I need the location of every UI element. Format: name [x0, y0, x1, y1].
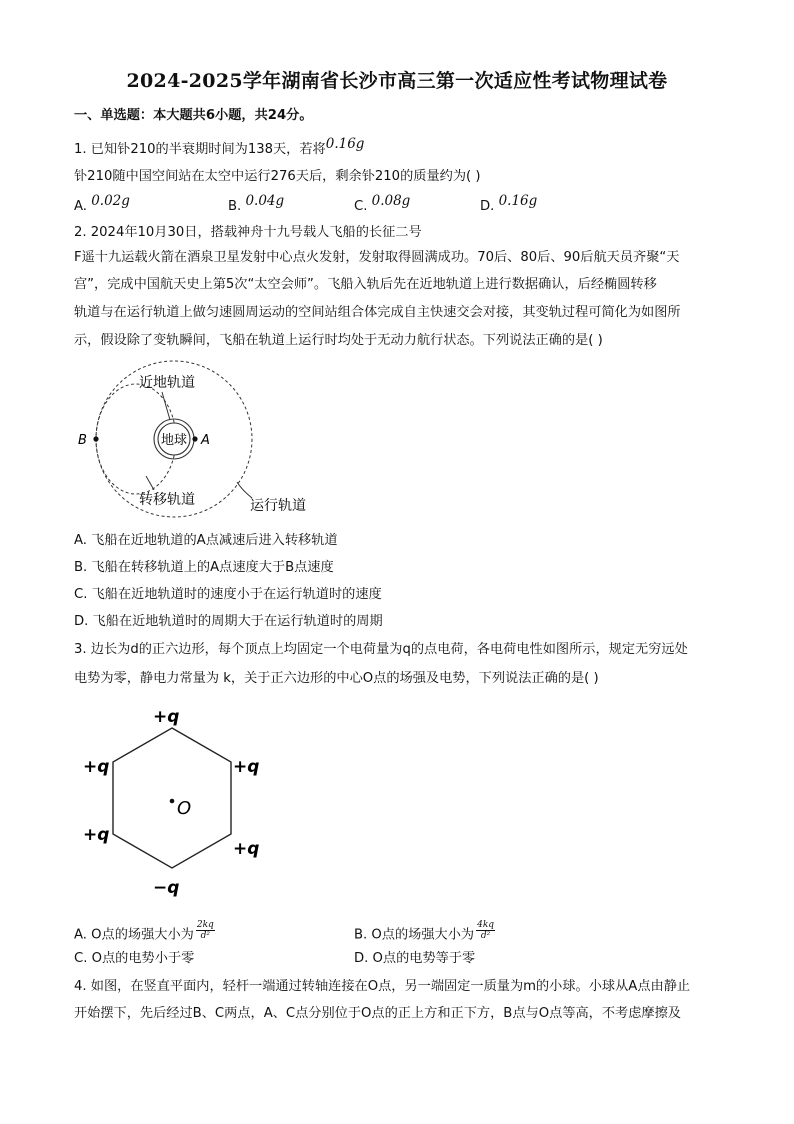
center-dot	[170, 799, 175, 804]
point-a-dot	[192, 436, 197, 441]
center-label: O	[177, 798, 192, 819]
q3-option-b-fraction: $\frac{4kq}{\text{d²}}$	[477, 920, 495, 941]
q1-line2: 钋210随中国空间站在太空中运行276天后，剩余钋210的质量约为( )	[74, 169, 481, 184]
charge-top: +q	[153, 707, 180, 727]
q3-line2: 电势为零，静电力常量为 k，关于正六边形的中心O点的场强及电势，下列说法正确的是( )	[74, 671, 599, 686]
near-orbit-pointer	[162, 392, 170, 420]
transfer-orbit-label: 转移轨道	[139, 492, 195, 508]
q4-line2: 开始摆下，先后经过B、C两点，A、C点分别位于O点的正上方和正下方，B点与O点等高，不考虑摩擦及	[74, 1006, 681, 1021]
q1-line1	[74, 136, 365, 159]
charge-bottom: −q	[153, 878, 180, 898]
point-a-label: A	[201, 433, 210, 448]
run-orbit-pointer	[237, 482, 252, 498]
q2-line3: 宫”，完成中国航天史上第5次“太空会师”。飞船入轨后先在近地轨道上进行数据确认，后经椭圆转移	[74, 277, 657, 292]
q1-option-b: B. 0.04g	[228, 193, 285, 214]
q3-option-d: D. O点的电势等于零	[354, 951, 476, 966]
q3-option-a: A. O点的场强大小为 $\frac{2kq}{\text{d²}}$	[74, 920, 214, 943]
q2-line1: 2. 2024年10月30日，搭载神舟十九号载人飞船的长征二号	[74, 225, 422, 240]
q1-mass: 0.16g	[325, 136, 365, 152]
q1-option-c: C. 0.08g	[354, 193, 411, 214]
charge-lower-right: +q	[233, 839, 260, 859]
hexagon-diagram	[78, 700, 278, 900]
q2-option-a: A. 飞船在近地轨道的A点减速后进入转移轨道	[74, 533, 338, 548]
charge-lower-left: +q	[83, 825, 110, 845]
page-title: 2024-2025学年湖南省长沙市高三第一次适应性考试物理试卷	[126, 70, 668, 92]
q1-option-d: D. 0.16g	[480, 193, 538, 214]
q2-option-c: C. 飞船在近地轨道时的速度小于在运行轨道时的速度	[74, 587, 382, 602]
q2-option-d: D. 飞船在近地轨道时的周期大于在运行轨道时的周期	[74, 614, 383, 629]
earth-label: 地球	[160, 433, 188, 448]
charge-upper-right: +q	[233, 757, 260, 777]
q2-option-b: B. 飞船在转移轨道上的A点速度大于B点速度	[74, 560, 334, 575]
q3-option-b: B. O点的场强大小为 $\frac{4kq}{\text{d²}}$	[354, 920, 495, 943]
section-heading: 一、单选题：本大题共6小题，共24分。	[74, 108, 313, 123]
q1-option-a: A. 0.02g	[74, 193, 130, 214]
point-b-dot	[93, 436, 98, 441]
near-orbit-label: 近地轨道	[139, 375, 195, 391]
q2-line2: F遥十九运载火箭在酒泉卫星发射中心点火发射，发射取得圆满成功。70后、80后、90后航天员齐聚“天	[74, 250, 680, 265]
run-orbit-label: 运行轨道	[250, 498, 306, 514]
transfer-orbit-pointer	[146, 476, 154, 490]
q3-line1: 3. 边长为d的正六边形，每个顶点上均固定一个电荷量为q的点电荷，各电荷电性如图所示，规定无穷远处	[74, 642, 688, 657]
q3-option-a-fraction: $\frac{2kq}{\text{d²}}$	[196, 920, 214, 941]
orbit-diagram	[74, 358, 334, 523]
q2-line5: 示，假设除了变轨瞬间，飞船在轨道上运行时均处于无动力航行状态。下列说法正确的是( )	[74, 333, 603, 348]
hexagon-shape	[113, 728, 231, 868]
point-b-label: B	[78, 433, 87, 448]
q1-line1-text: 1. 已知钋210的半衰期时间为138天，若将	[74, 142, 326, 157]
q4-line1: 4. 如图，在竖直平面内，轻杆一端通过转轴连接在O点，另一端固定一质量为m的小球。小球从A点由静止	[74, 979, 691, 994]
q2-line4: 轨道与在运行轨道上做匀速圆周运动的空间站组合体完成自主快速交会对接，其变轨过程可简化为如图所	[74, 305, 681, 320]
q3-option-c: C. O点的电势小于零	[74, 951, 195, 966]
charge-upper-left: +q	[83, 757, 110, 777]
